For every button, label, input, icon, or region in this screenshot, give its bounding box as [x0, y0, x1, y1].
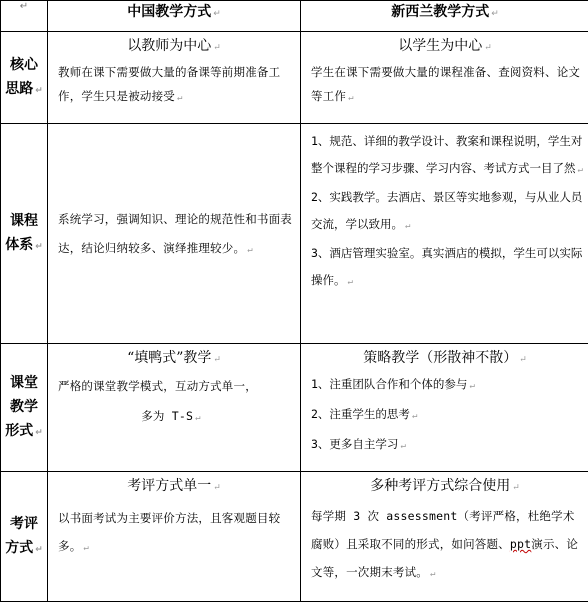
row-head-assessment: 考评 方式 ↵	[1, 472, 48, 602]
nz-core-idea-cell	[301, 32, 588, 124]
china-classroom-body: 严格的课堂教学模式，互动方式单一，	[58, 379, 257, 393]
nz-classroom-sub: 策略教学（形散神不散） ↵	[363, 350, 527, 366]
nz-assessment-cell	[301, 472, 588, 602]
nz-curriculum-item: 2、实践教学。去酒店、景区等实地参观，与从业人员交流，学以致用。 ↵	[311, 190, 583, 231]
nz-curriculum-item: 1、规范、详细的教学设计、教案和课程说明，学生对整个课程的学习步骤、学习内容、考试方式一目了然 ↵	[311, 134, 583, 175]
row-core-idea	[1, 32, 588, 124]
paragraph-mark: ↵	[213, 9, 221, 19]
header-row	[1, 1, 588, 32]
china-assessment-cell	[48, 472, 301, 602]
nz-assessment-sub: 多种考评方式综合使用 ↵	[370, 478, 520, 494]
ppt-word: ppt	[509, 537, 532, 551]
nz-assessment-body: 每学期 3 次 assessment（考评严格，杜绝学术腐败）且采取不同的形式，如问答题、ppt演示、论文等，一次期末考试。 ↵	[311, 509, 579, 579]
china-classroom-body-2: 多为 T-S ↵	[141, 409, 201, 423]
nz-core-idea-body: 学生在课下需要做大量的课程准备、查阅资料、论文等工作 ↵	[311, 65, 581, 103]
paragraph-mark: ↵	[19, 1, 29, 12]
china-curriculum-cell	[48, 124, 301, 344]
china-assessment-body: 以书面考试为主要评价方法，且客观题目较多。 ↵	[58, 511, 281, 553]
nz-curriculum-item: 3、酒店管理实验室。真实酒店的模拟，学生可以实际操作。 ↵	[311, 246, 583, 287]
china-assessment-sub: 考评方式单一 ↵	[127, 478, 221, 494]
header-china: 中国教学方式	[127, 4, 212, 20]
nz-core-idea-sub: 以学生为中心 ↵	[398, 38, 492, 54]
nz-classroom-item: 1、注重团队合作和个体的参与 ↵	[311, 377, 475, 391]
header-corner-cell	[1, 1, 48, 32]
row-classroom	[1, 344, 588, 472]
china-core-idea-sub: 以教师为中心 ↵	[127, 38, 221, 54]
header-nz-cell	[301, 1, 588, 32]
nz-classroom-item: 2、注重学生的思考 ↵	[311, 407, 418, 421]
china-curriculum-body: 系统学习，强调知识、理论的规范性和书面表达，结论归纳较多、演绎推理较少。 ↵	[58, 211, 292, 255]
china-core-idea-body: 教师在课下需要做大量的备课等前期准备工作，学生只是被动接受 ↵	[58, 65, 281, 103]
row-head-core-idea: 核心 思路 ↵	[1, 32, 48, 124]
row-assessment	[1, 472, 588, 602]
nz-classroom-item: 3、更多自主学习 ↵	[311, 437, 406, 451]
row-head-classroom: 课堂 教学 形式 ↵	[1, 344, 48, 472]
nz-classroom-cell	[301, 344, 588, 472]
row-curriculum	[1, 124, 588, 344]
china-core-idea-cell	[48, 32, 301, 124]
header-nz: 新西兰教学方式	[391, 4, 490, 20]
paragraph-mark: ↵	[491, 9, 499, 19]
row-head-curriculum: 课程 体系 ↵	[1, 124, 48, 344]
china-classroom-sub: “填鸭式”教学 ↵	[127, 350, 221, 366]
nz-curriculum-cell	[301, 124, 588, 344]
china-classroom-cell	[48, 344, 301, 472]
header-china-cell	[48, 1, 301, 32]
